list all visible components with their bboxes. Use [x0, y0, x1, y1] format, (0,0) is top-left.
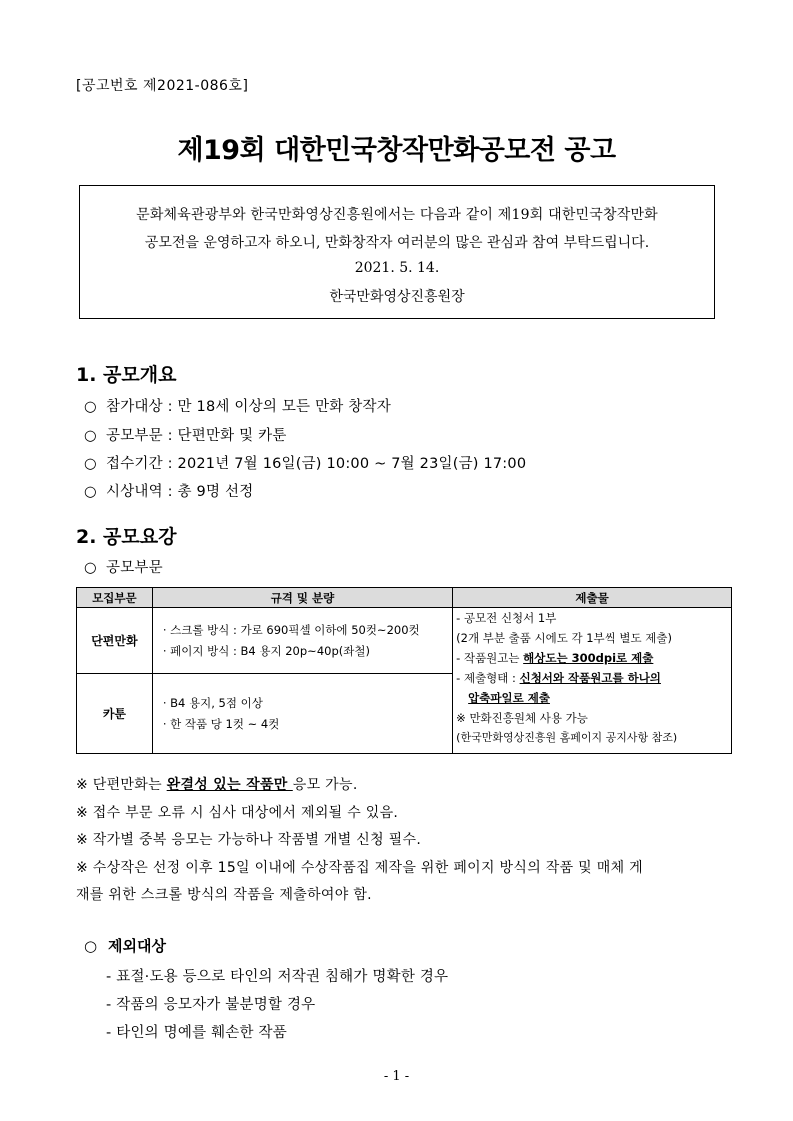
submission-line: (2개 부분 출품 시에도 각 1부씩 별도 제출) [456, 631, 672, 645]
subheading-categories [84, 556, 163, 577]
spec-line: · 스크롤 방식 : 가로 690픽셀 이하에 50컷~200컷 [162, 622, 420, 637]
circle-bullet-icon: ○ [84, 484, 97, 500]
header-spec: 규격 및 분량 [152, 588, 452, 608]
table-row [77, 608, 732, 674]
notice-number: [공고번호 제2021-086호] [76, 78, 249, 94]
note-category-error: ※ 접수 부문 오류 시 심사 대상에서 제외될 수 있음. [76, 805, 399, 821]
page-number: - 1 - [383, 1069, 410, 1084]
circle-bullet-icon: ○ [84, 399, 97, 415]
note-emphasis: 완결성 있는 작품만 [166, 777, 293, 793]
requirements-table [76, 587, 732, 754]
note-winners-line-1: ※ 수상작은 선정 이후 15일 이내에 수상작품집 제작을 위한 페이지 방식의 작품 및 매체 게 [76, 860, 643, 876]
overview-item-eligibility [84, 395, 391, 416]
circle-bullet-icon: ○ [84, 428, 97, 444]
intro-box [79, 185, 715, 319]
section-1-heading: 1. 공모개요 [76, 364, 177, 386]
intro-line-2: 공모전을 운영하고자 하오니, 만화창작자 여러분의 많은 관심과 참여 부탁드립니다. [144, 235, 650, 251]
submission-line: - 공모전 신청서 1부 [456, 611, 557, 625]
submission-text: - 제출형태 : [456, 671, 520, 685]
submission-line [456, 688, 731, 708]
exclusion-heading-text: 제외대상 [108, 937, 166, 955]
note-duplicate-entry: ※ 작가별 중복 응모는 가능하나 작품별 개별 신청 필수. [76, 832, 422, 848]
circle-bullet-icon: ○ [84, 937, 98, 955]
overview-item-awards [84, 480, 253, 501]
category-cell: 카툰 [77, 674, 153, 754]
spec-line: · 페이지 방식 : B4 용지 20p~40p(좌철) [162, 643, 370, 658]
note-text: ※ 단편만화는 [76, 777, 167, 793]
submission-emphasis: 신청서와 작품원고를 하나의 [519, 671, 661, 685]
spec-cell [152, 674, 452, 754]
overview-item-text: 공모부문 : 단편만화 및 카툰 [106, 428, 287, 444]
exclusion-item: - 타인의 명예를 훼손한 작품 [106, 1025, 287, 1041]
header-category: 모집부문 [77, 588, 153, 608]
page-title: 제19회 대한민국창작만화공모전 공고 [177, 135, 616, 166]
overview-item-text: 시상내역 : 총 9명 선정 [106, 484, 254, 500]
section-2-heading: 2. 공모요강 [76, 526, 177, 548]
submission-line [456, 668, 731, 688]
exclusion-item: - 표절·도용 등으로 타인의 저작권 침해가 명확한 경우 [106, 969, 449, 985]
circle-bullet-icon: ○ [84, 456, 97, 472]
header-submission: 제출물 [453, 588, 732, 608]
table-header-row [77, 588, 732, 608]
spec-line: · 한 작품 당 1컷 ~ 4컷 [162, 716, 280, 731]
note-winners-line-2: 재를 위한 스크롤 방식의 작품을 제출하여야 함. [76, 887, 372, 903]
intro-signer: 한국만화영상진흥원장 [329, 289, 465, 305]
overview-item-category [84, 424, 287, 445]
intro-line-1: 문화체육관광부와 한국만화영상진흥원에서는 다음과 같이 제19회 대한민국창작만화 [136, 207, 658, 223]
spec-line: · B4 용지, 5점 이상 [162, 695, 263, 710]
spec-cell [152, 608, 452, 674]
submission-line: (한국만화영상진흥원 홈페이지 공지사항 참조) [456, 731, 678, 744]
overview-item-text: 참가대상 : 만 18세 이상의 모든 만화 창작자 [106, 399, 391, 415]
submission-cell [453, 608, 732, 754]
submission-line [456, 648, 731, 668]
category-cell: 단편만화 [77, 608, 153, 674]
exclusion-heading [84, 935, 166, 956]
circle-bullet-icon: ○ [84, 560, 97, 576]
subheading-text: 공모부문 [106, 560, 163, 576]
overview-item-text: 접수기간 : 2021년 7월 16일(금) 10:00 ~ 7월 23일(금) 17:00 [106, 456, 527, 472]
overview-item-period [84, 452, 526, 473]
submission-emphasis: 해상도는 300dpi로 제출 [523, 651, 654, 665]
submission-emphasis: 압축파일로 제출 [468, 691, 550, 705]
submission-text: - 작품원고는 [456, 651, 524, 665]
note-complete-works [76, 774, 358, 794]
submission-line: ※ 만화진흥원체 사용 가능 [456, 711, 588, 725]
note-text: 응모 가능. [292, 777, 358, 793]
exclusion-item: - 작품의 응모자가 불분명할 경우 [106, 997, 316, 1013]
intro-date: 2021. 5. 14. [354, 260, 440, 276]
